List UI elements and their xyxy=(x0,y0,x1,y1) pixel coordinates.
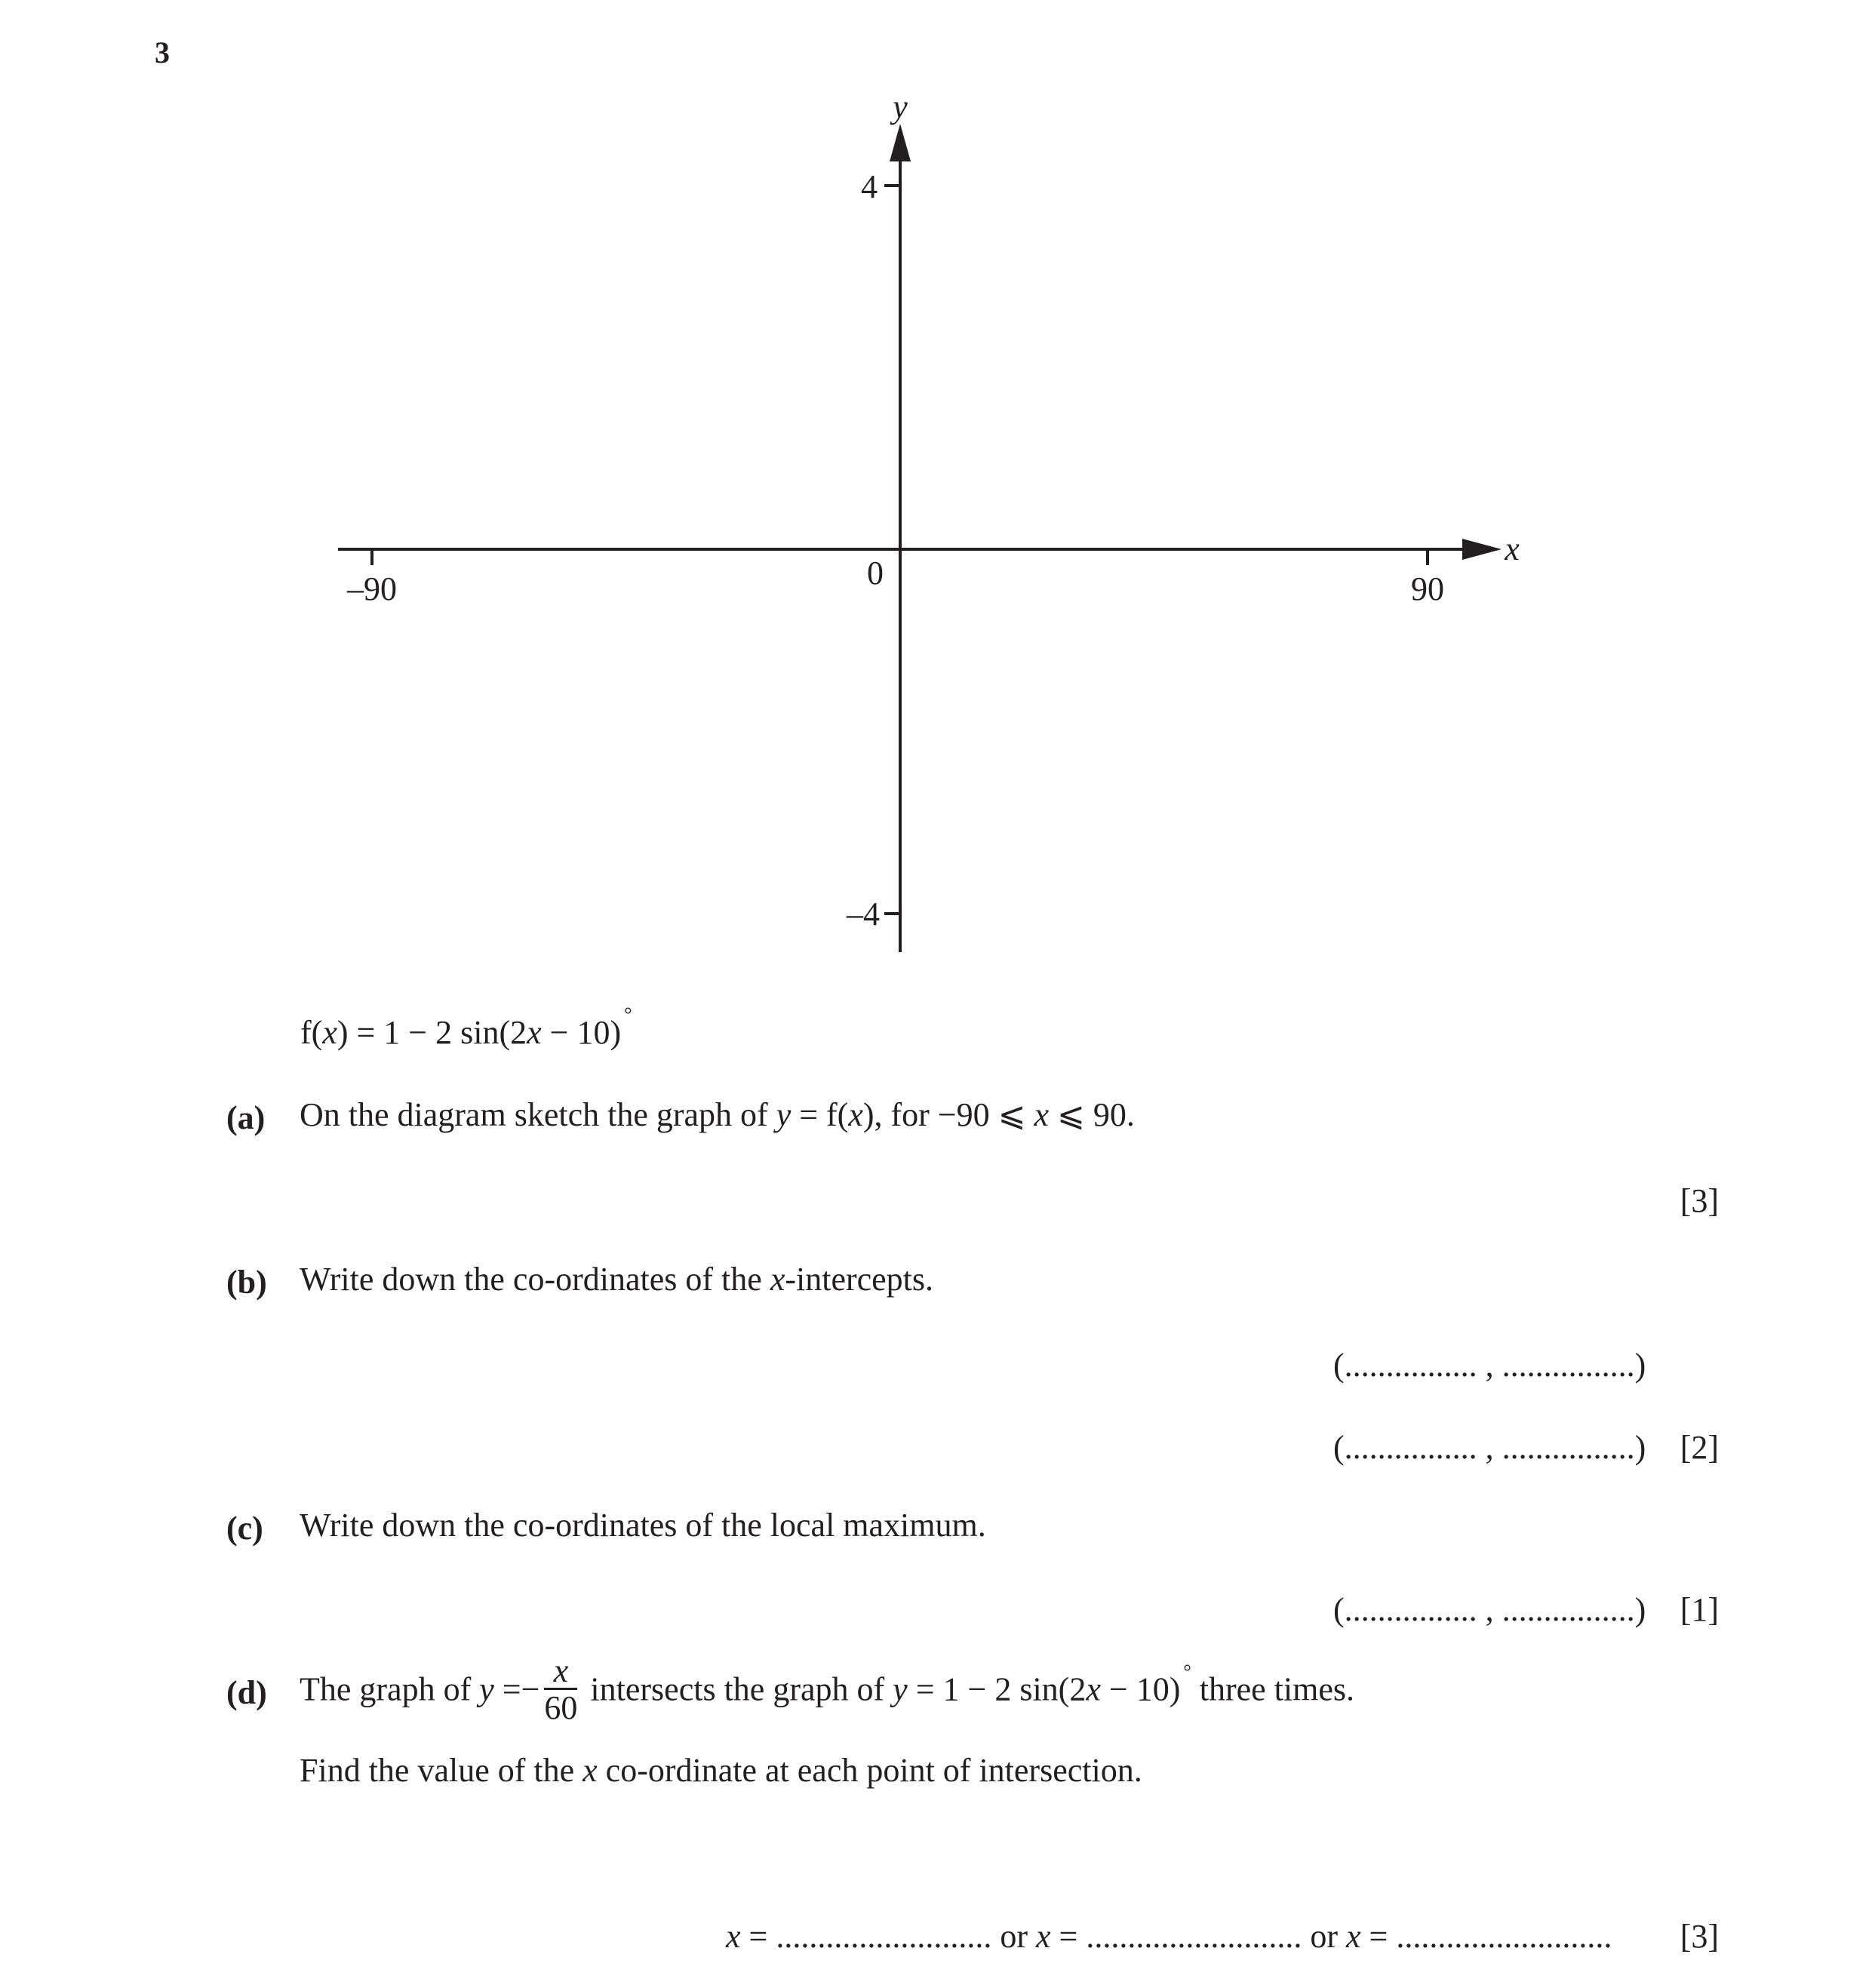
y-axis-arrowhead xyxy=(890,124,911,161)
part-d-instruction: Find the value of the x co-ordinate at each point of intersection. xyxy=(300,1752,1142,1789)
x-tick-label-left: –90 xyxy=(347,570,397,607)
fraction-x-over-60: $\frac{x}{60}$ xyxy=(544,1652,578,1726)
part-d-question: The graph of y =− $\frac{x}{60}$ intersects the graph of y = 1 − 2 sin(2x − 10) ° three times. xyxy=(300,1652,1355,1726)
part-b-answer-line-2[interactable]: (................ , ................) xyxy=(1333,1429,1646,1466)
part-c-answer-line[interactable]: (................ , ................) xyxy=(1333,1591,1646,1628)
part-b-question: Write down the co-ordinates of the x-intercepts. xyxy=(300,1261,934,1298)
part-c-marks: [1] xyxy=(1680,1591,1719,1628)
question-number: 3 xyxy=(155,35,170,69)
part-d-marks: [3] xyxy=(1680,1918,1719,1955)
part-b-label: (b) xyxy=(226,1264,267,1301)
function-definition: f(x) = 1 − 2 sin(2x − 10) ° xyxy=(300,1003,632,1051)
part-b-marks: [2] xyxy=(1680,1429,1719,1466)
y-tick-label-top: 4 xyxy=(861,168,878,205)
part-d-label: (d) xyxy=(226,1674,267,1711)
part-a-label: (a) xyxy=(226,1099,266,1136)
part-a-question: On the diagram sketch the graph of y = f(x), for −90 ⩽ x ⩽ 90. xyxy=(300,1096,1135,1133)
x-tick-label-right: 90 xyxy=(1411,570,1444,607)
part-b-answer-line-1[interactable]: (................ , ................) xyxy=(1333,1347,1646,1384)
origin-label: 0 xyxy=(867,555,884,591)
y-axis-label: y xyxy=(893,88,908,125)
axes-diagram xyxy=(0,0,1872,981)
part-a-marks: [3] xyxy=(1680,1182,1719,1219)
part-d-answer-line[interactable]: x = .......................... or x = .......................... or x = .......................... xyxy=(726,1918,1612,1955)
part-c-label: (c) xyxy=(226,1510,263,1547)
x-axis-arrowhead xyxy=(1462,539,1502,560)
y-tick-label-bottom: –4 xyxy=(847,896,880,933)
x-axis-label: x xyxy=(1505,530,1520,567)
part-c-question: Write down the co-ordinates of the local maximum. xyxy=(300,1507,986,1544)
